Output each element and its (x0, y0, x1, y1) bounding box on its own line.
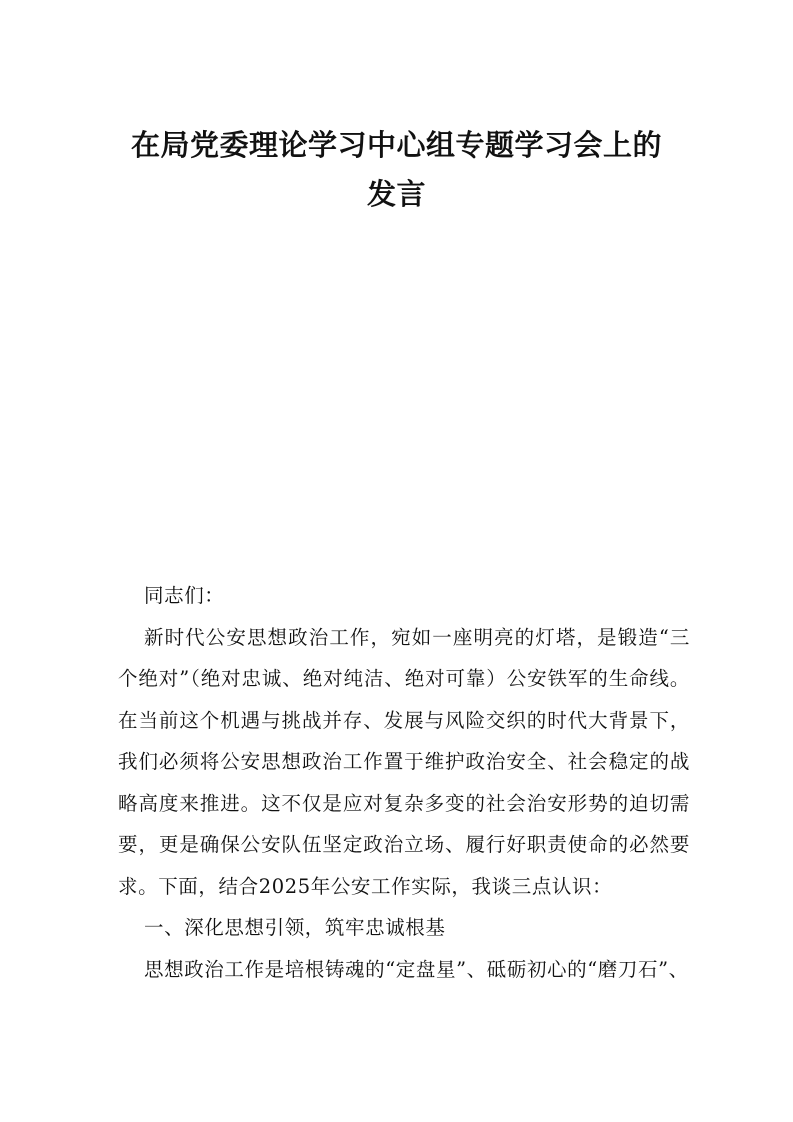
paragraph-intro: 新时代公安思想政治工作，宛如一座明亮的灯塔，是锻造“三个绝对”（绝对忠诚、绝对纯洁、绝对可靠）公安铁军的生命线。在当前这个机遇与挑战并存、发展与风险交织的时代大背景下，我们必须将公安思想政治工作置于维护政治安全、社会稳定的战略高度来推进。这不仅是应对复杂多变的社会治安形势的迫切需要，更是确保公安队伍坚定政治立场、履行好职责使命的必然要求。下面，结合2025年公安工作实际，我谈三点认识： (118, 625, 690, 898)
document-title-line-1: 在局党委理论学习中心组专题学习会上的 (130, 128, 662, 162)
document-body (118, 575, 690, 990)
paragraph-section-1: 思想政治工作是培根铸魂的“定盘星”、砥砺初心的“磨刀石”、 (144, 957, 689, 981)
document-title-line-2: 发言 (366, 177, 426, 211)
section-heading-1: 一、深化思想引领，筑牢忠诚根基 (144, 916, 446, 939)
greeting: 同志们： (144, 584, 225, 607)
